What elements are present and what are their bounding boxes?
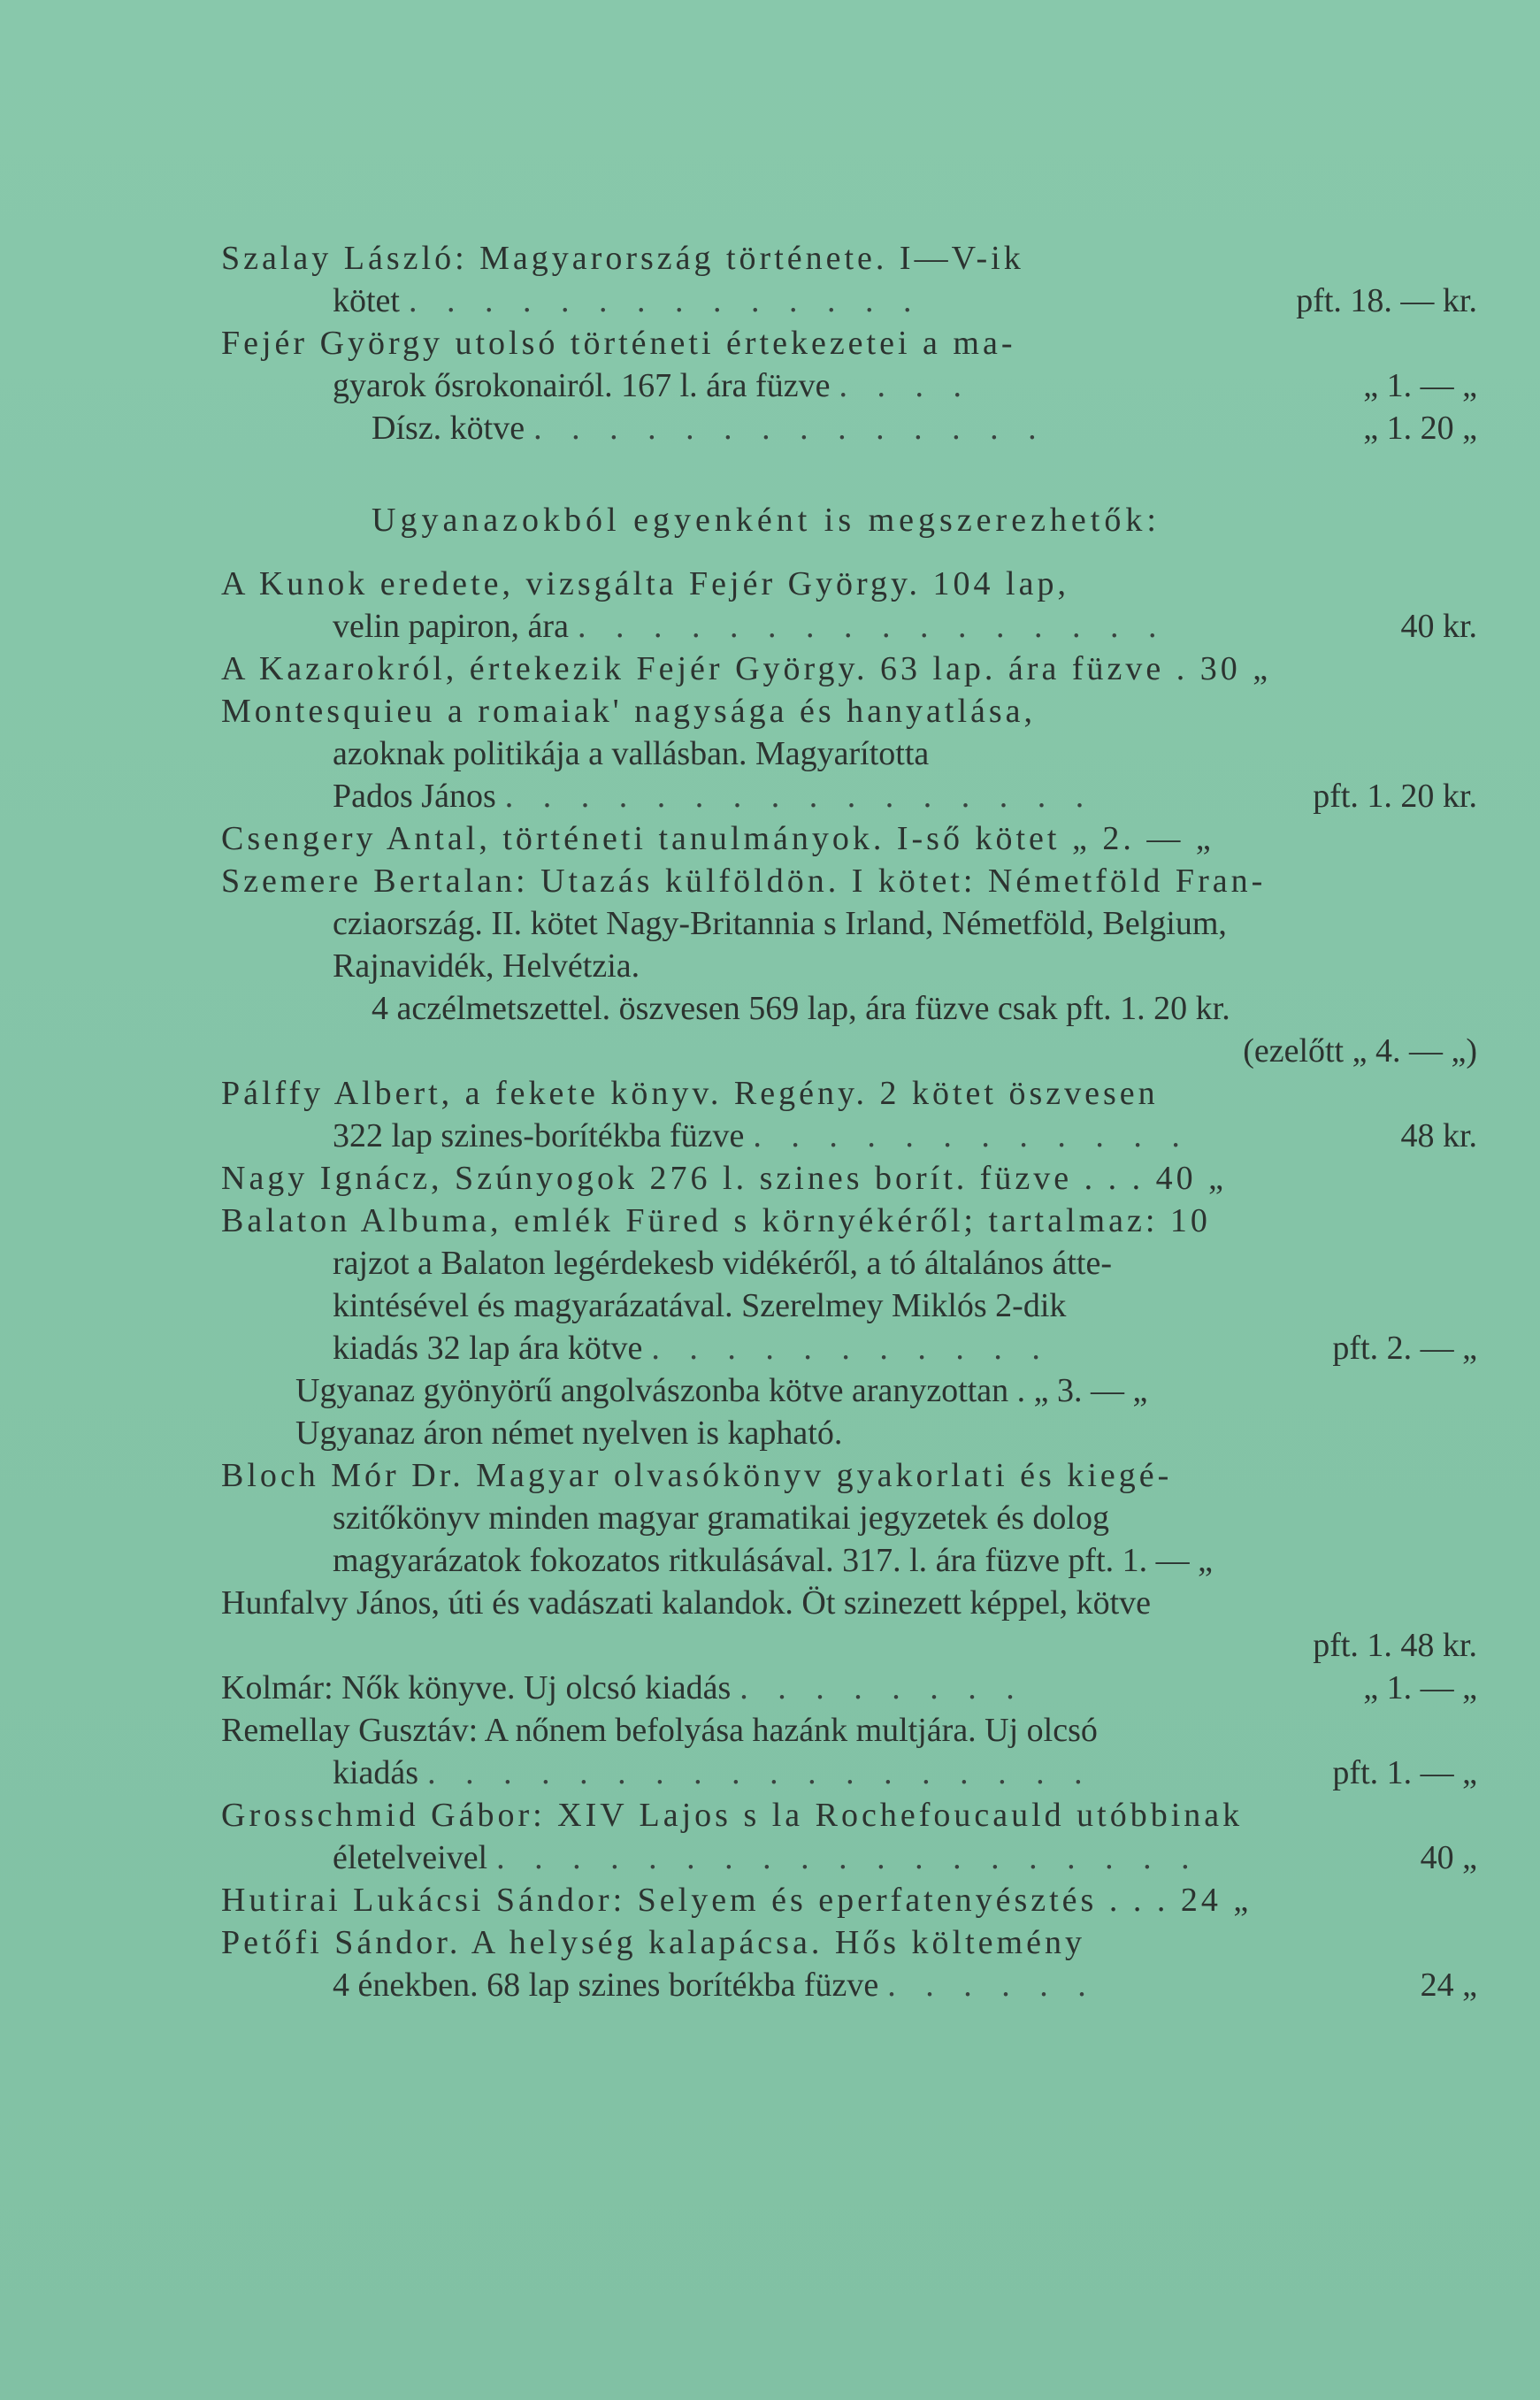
line-text: Remellay Gusztáv: A nőnem befolyása hazánk multjára. Uj olcsó [221,1712,1098,1749]
price: 48 kr. [1400,1117,1477,1154]
entry-line [221,1072,1477,1115]
entry-line [221,987,1477,1030]
entry-line [221,1709,1477,1752]
catalog-entry [221,1454,1477,1582]
price: 24 „ [1420,1967,1477,2004]
line-text: Montesquieu a romaiak' nagysága és hanyatlása, [221,693,1037,730]
catalog-entry [221,860,1477,1072]
catalog-entry [221,1921,1477,2006]
line-text: gyarok ősrokonairól. 167 l. ára füzve [333,367,831,404]
entry-line [221,1794,1477,1836]
catalog-entry [221,1879,1477,1921]
catalog-entry [221,1157,1477,1200]
line-text: pft. 1. 48 kr. [1313,1627,1477,1664]
line-text: Grosschmid Gábor: XIV Lajos s la Rochefoucauld utóbbinak [221,1797,1244,1834]
catalog-entry [221,1709,1477,1794]
entry-line [221,280,1477,322]
entry-line [221,1327,1477,1369]
line-text: Ugyanaz áron német nyelven is kapható. [295,1415,843,1452]
catalog-entry [221,690,1477,817]
line-text: 4 aczélmetszettel. öszvesen 569 lap, ára füzve csak pft. 1. 20 kr. [372,990,1230,1027]
price: 40 „ [1420,1839,1477,1876]
catalog-entry [221,817,1477,860]
catalog-entry [221,237,1477,322]
entry-line [221,1539,1477,1582]
price: „ 1. 20 „ [1363,410,1477,447]
entry-line [221,364,1477,407]
book-list [221,563,1477,2006]
line-text: A Kunok eredete, vizsgálta Fejér György. 104 lap, [221,565,1069,602]
dot-leader: . . . . [839,367,972,404]
price: 40 kr. [1400,608,1477,645]
price: „ 1. — „ [1363,367,1477,404]
entry-line [221,1879,1477,1921]
dot-leader: . . . . . . . . . . . . . . . . [577,608,1168,645]
entry-line [221,1412,1477,1454]
section-heading: Ugyanazokból egyenként is megszerezhetők: [372,502,1161,539]
entry-line [221,945,1477,987]
entry-line [221,1836,1477,1879]
entry-line [221,690,1477,732]
line-text: Bloch Mór Dr. Magyar olvasókönyv gyakorlati és kiegé- [221,1457,1173,1494]
line-text: Dísz. kötve [372,410,525,447]
line-text: 322 lap szines-borítékba füzve [333,1117,745,1154]
entry-line [221,1497,1477,1539]
line-text: szitőkönyv minden magyar gramatikai jegyzetek és dolog [333,1499,1109,1537]
entry-line [221,1157,1477,1200]
line-text: életelveivel [333,1839,488,1876]
entry-line [221,1921,1477,1964]
dot-leader: . . . . . . . . . . . . . . . . . . . [496,1839,1200,1876]
price: pft. 18. — kr. [1296,282,1477,319]
line-text: Fejér György utolsó történeti értekezetei a ma- [221,325,1016,362]
top-entries [221,237,1477,449]
entry-line [221,648,1477,690]
catalog-entry [221,1582,1477,1667]
entry-line [221,1454,1477,1497]
line-text: Szemere Bertalan: Utazás külföldön. I kötet: Németföld Fran- [221,863,1267,900]
entry-line [221,563,1477,605]
dot-leader: . . . . . . . . . . . . [753,1117,1191,1154]
entry-line [221,1964,1477,2006]
line-text: Csengery Antal, történeti tanulmányok. I-ső kötet „ 2. — „ [221,820,1214,857]
line-text: kintésével és magyarázatával. Szerelmey Miklós 2-dik [333,1287,1067,1324]
entry-line [221,322,1477,364]
dot-leader: . . . . . . . . . . . . . . [408,282,923,319]
price: pft. 1. 20 kr. [1313,778,1477,815]
line-text: rajzot a Balaton legérdekesb vidékéről, a tó általános átte- [333,1245,1113,1282]
dot-leader: . . . . . . . . . . . [651,1330,1051,1367]
entry-line [221,1667,1477,1709]
line-text: Pados János [333,778,496,815]
entry-line [221,817,1477,860]
entry-line [221,1284,1477,1327]
entry-line [221,1369,1477,1412]
line-text: Rajnavidék, Helvétzia. [333,947,640,985]
line-text: 4 énekben. 68 lap szines borítékba füzve [333,1967,879,2004]
catalog-entry [221,563,1477,648]
line-text: Kolmár: Nők könyve. Uj olcsó kiadás [221,1669,732,1706]
entry-line [221,1030,1477,1072]
entry-line [221,732,1477,775]
line-text: Petőfi Sándor. A helység kalapácsa. Hős költemény [221,1924,1085,1961]
price: „ 1. — „ [1363,1669,1477,1706]
dot-leader: . . . . . . . . . . . . . . [533,410,1047,447]
line-text: velin papiron, ára [333,608,569,645]
catalog-entry [221,1072,1477,1157]
catalog-entry [221,1794,1477,1879]
price: pft. 1. — „ [1332,1754,1477,1791]
entry-line [221,237,1477,280]
line-text: Pálffy Albert, a fekete könyv. Regény. 2 kötet öszvesen [221,1075,1159,1112]
catalog-entry [221,1667,1477,1709]
line-text: Hunfalvy János, úti és vadászati kalandok. Öt szinezett képpel, kötve [221,1584,1152,1622]
entry-line [221,860,1477,902]
dot-leader: . . . . . . [887,1967,1097,2004]
line-text: (ezelőtt „ 4. — „) [1243,1032,1477,1070]
line-text: Ugyanaz gyönyörű angolvászonba kötve aranyzottan . „ 3. — „ [295,1372,1148,1409]
line-text: Szalay László: Magyarország története. I—V-ik [221,240,1024,277]
entry-line [221,1242,1477,1284]
line-text: Hutirai Lukácsi Sándor: Selyem és eperfatenyésztés . . . 24 „ [221,1882,1253,1919]
catalog-entry [221,648,1477,690]
entry-line [221,1115,1477,1157]
line-text: azoknak politikája a vallásban. Magyarította [333,735,930,772]
line-text: A Kazarokról, értekezik Fejér György. 63 lap. ára füzve . 30 „ [221,650,1272,687]
entry-line [221,775,1477,817]
line-text: Balaton Albuma, emlék Füred s környékéről; tartalmaz: 10 [221,1202,1211,1239]
price: pft. 2. — „ [1332,1330,1477,1367]
line-text: kiadás [333,1754,419,1791]
line-text: magyarázatok fokozatos ritkulásával. 317. l. ára füzve pft. 1. — „ [333,1542,1214,1579]
dot-leader: . . . . . . . . [739,1669,1025,1706]
entry-line [221,605,1477,648]
dot-leader: . . . . . . . . . . . . . . . . . . [427,1754,1093,1791]
entry-line [221,1752,1477,1794]
entry-line [221,407,1477,449]
entry-line [221,902,1477,945]
line-text: kötet [333,282,400,319]
line-text: cziaország. II. kötet Nagy-Britannia s Irland, Németföld, Belgium, [333,905,1227,942]
entry-line [221,1200,1477,1242]
catalog-text [221,237,1477,2006]
catalog-entry [221,322,1477,449]
entry-line [221,1582,1477,1624]
entry-line [221,1624,1477,1667]
dot-leader: . . . . . . . . . . . . . . . . [504,778,1095,815]
catalog-entry [221,1200,1477,1454]
line-text: Nagy Ignácz, Szúnyogok 276 l. szines borít. füzve . . . 40 „ [221,1160,1228,1197]
line-text: kiadás 32 lap ára kötve [333,1330,643,1367]
